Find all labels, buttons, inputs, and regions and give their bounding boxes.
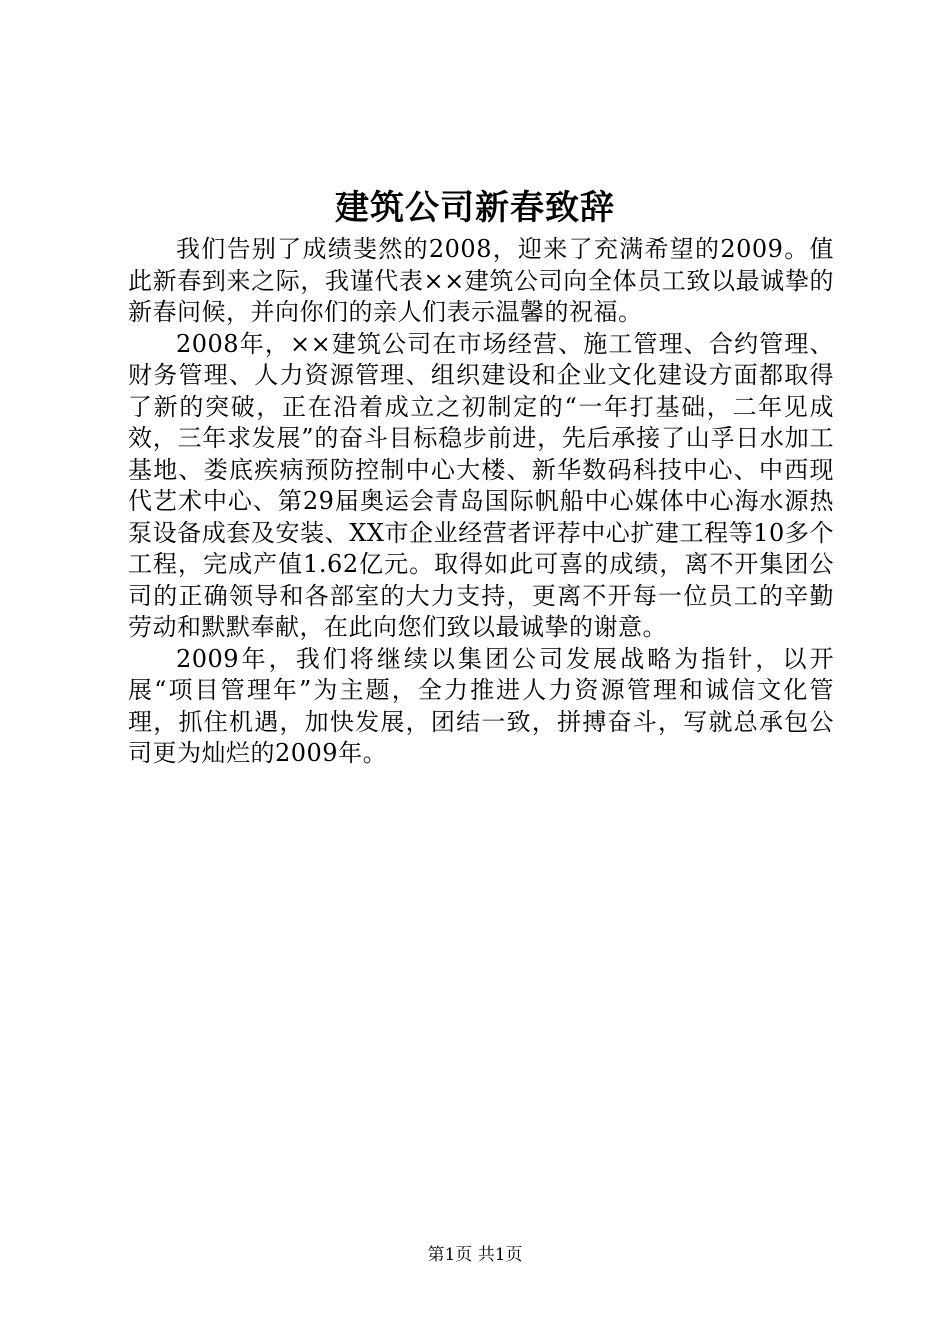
document-title: 建筑公司新春致辞	[335, 188, 615, 228]
paragraph: 我们告别了成绩斐然的2008，迎来了充满希望的2009。值此新春到来之际，我谨代表××建筑公司向全体员工致以最诚挚的新春问候，并向你们的亲人们表示温馨的祝福。	[128, 235, 834, 326]
paragraph: 2008年，××建筑公司在市场经营、施工管理、合约管理、财务管理、人力资源管理、组织建设和企业文化建设方面都取得了新的突破，正在沿着成立之初制定的“一年打基础，二年见成效，三年求发展”的奋斗目标稳步前进，先后承接了山孚日水加工基地、娄底疾病预防控制中心大楼、新华数码科技中心、中西现代艺术中心、第29届奥运会青岛国际帆船中心媒体中心海水源热泵设备成套及安装、XX市企业经营者评荐中心扩建工程等10多个工程，完成产值1.62亿元。取得如此可喜的成绩，离不开集团公司的正确领导和各部室的大力支持，更离不开每一位员工的辛勤劳动和默默奉献，在此向您们致以最诚挚的谢意。	[128, 329, 834, 641]
paragraph: 2009年，我们将继续以集团公司发展战略为指针，以开展“项目管理年”为主题，全力推进人力资源管理和诚信文化管理，抓住机遇，加快发展，团结一致，拼搏奋斗，写就总承包公司更为灿烂的2009年。	[128, 644, 834, 767]
document-body	[128, 234, 834, 770]
page-footer: 第1页 共1页	[427, 1245, 523, 1265]
